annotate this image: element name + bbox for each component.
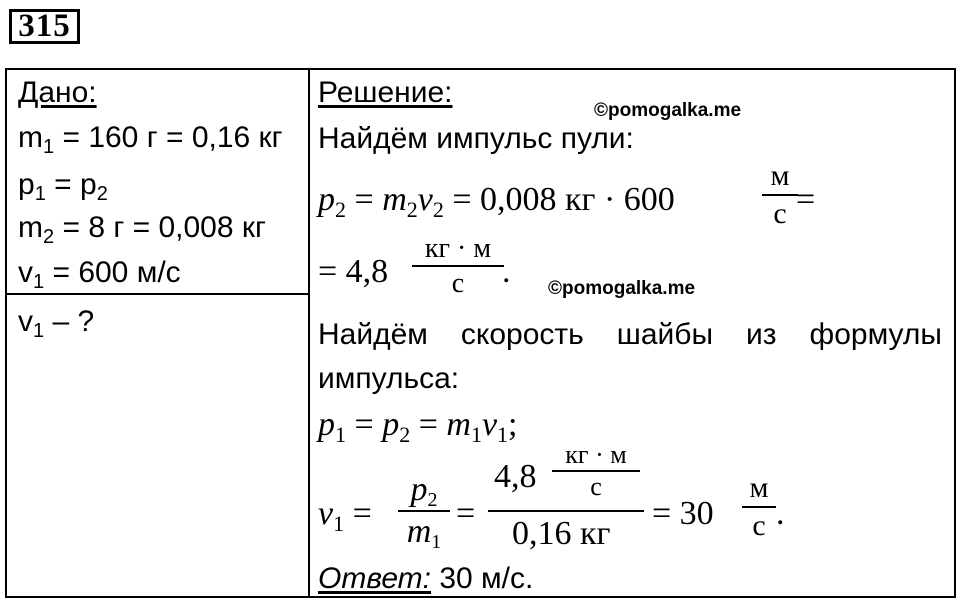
answer-line <box>318 562 533 596</box>
eq4-equals-1: = <box>456 495 476 532</box>
problem-number: 315 <box>9 9 80 44</box>
answer-label: Ответ: <box>318 562 431 595</box>
step2-text: Найдём скорость шайбы из формулы <box>318 318 942 351</box>
fraction-p2-over-m1: $p_2$ $m_1$ <box>398 470 450 552</box>
step1-text: Найдём импульс пули: <box>318 122 634 155</box>
compound-numerator-value: 4,8 <box>494 458 537 495</box>
equation-velocity-lhs: $v_1$ = <box>318 495 372 536</box>
eq2-tail: . <box>502 253 511 290</box>
eq4-tail: . <box>776 495 785 532</box>
step2-text-continued: импульса: <box>318 362 460 395</box>
given-find-divider <box>7 293 309 295</box>
column-divider <box>308 70 310 596</box>
compound-numerator-unit: кг · м с <box>552 440 640 502</box>
compound-fraction <box>488 440 648 555</box>
eq4-result-value: = 30 <box>652 495 714 532</box>
answer-value: 30 м/с. <box>431 562 534 595</box>
given-mass-1: $m_1 = 160$ г = 0,16 кг <box>18 121 283 158</box>
eq1-unit-fraction: м с <box>762 158 798 232</box>
eq2-unit-fraction: кг · м с <box>412 232 504 300</box>
given-mass-2: $m_2 = 8$ г = 0,008 кг <box>18 211 266 248</box>
equation-bullet-momentum: $p_2 = m_2v_2 = 0,008$ кг · 600 <box>318 181 675 222</box>
eq4-unit-fraction: м с <box>742 470 776 544</box>
equation-bullet-result: = 4,8 <box>318 253 389 290</box>
watermark-middle: ©pomogalka.me <box>548 278 696 299</box>
given-velocity-1: $v_1 = 600$ м/с <box>18 256 181 293</box>
solution-heading: Решение: <box>318 76 453 109</box>
given-momentum-equality: $p_1 = p_2$ <box>18 168 108 205</box>
given-heading: Дано: <box>18 76 97 109</box>
eq1-tail: = <box>796 181 816 218</box>
compound-denominator: 0,16 кг <box>512 515 611 552</box>
compound-fraction-bar <box>488 510 644 512</box>
equation-momentum-equality: $p_1 = p_2 = m_1v_1$; <box>318 406 518 447</box>
watermark-top: ©pomogalka.me <box>594 100 742 121</box>
find-velocity: $v_1$ – ? <box>18 305 95 342</box>
